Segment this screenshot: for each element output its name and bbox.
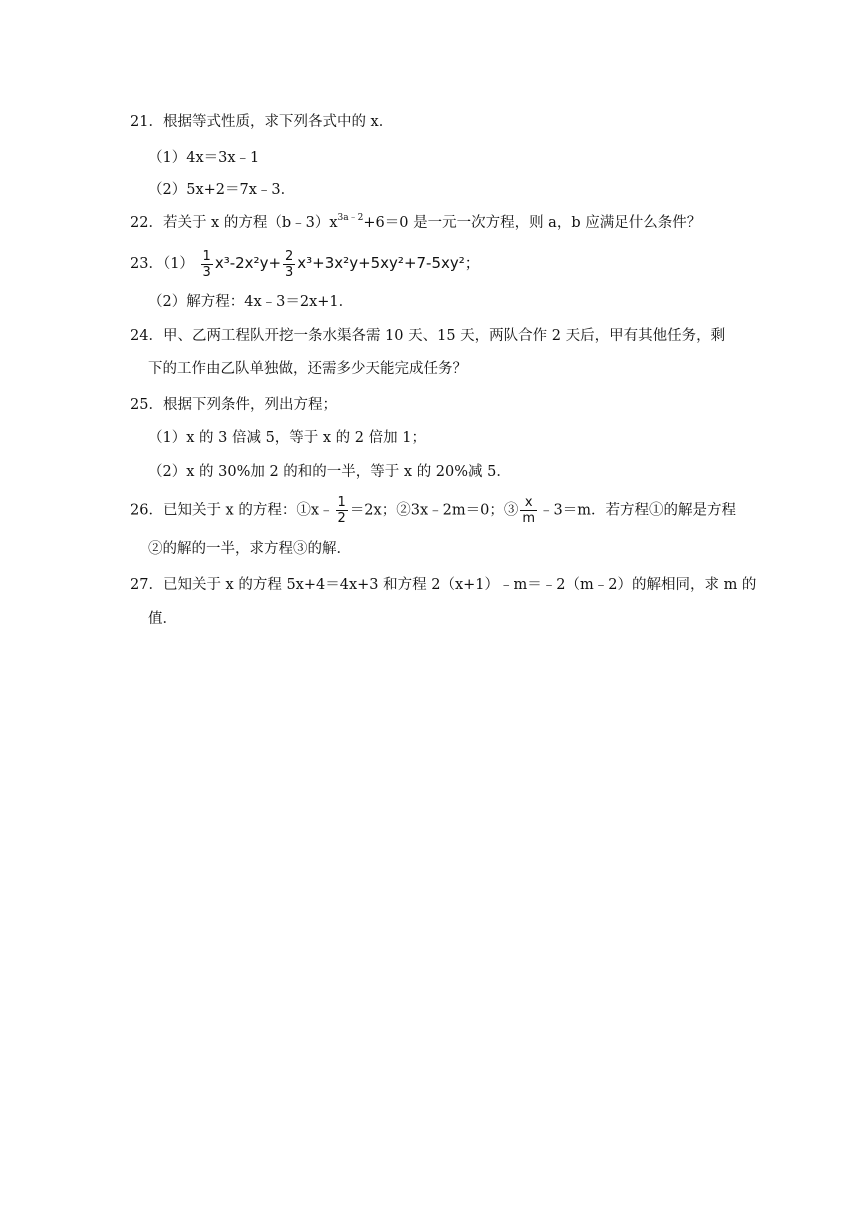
fraction-denominator: 2 — [337, 511, 346, 526]
problem-21: 21．根据等式性质，求下列各式中的 x． — [130, 114, 394, 130]
problem-26-middle: ＝2x；②3x﹣2m＝0；③ — [349, 502, 519, 519]
problem-21-part-2: （2）5x+2＝7x﹣3． — [148, 182, 296, 198]
problem-25: 25．根据下列条件，列出方程； — [130, 397, 337, 413]
problem-23-label: 23．（1） — [130, 256, 194, 272]
problem-25-part-2: （2）x 的 30%加 2 的和的一半，等于 x 的 20%减 5． — [148, 464, 511, 480]
problem-24-line-2: 下的工作由乙队单独做，还需多少天能完成任务？ — [148, 361, 467, 377]
problem-22-before: 22．若关于 x 的方程（b﹣3）x — [130, 215, 338, 231]
problem-26-fraction-1 — [336, 496, 348, 525]
problem-23-fraction-2 — [283, 250, 295, 279]
fraction-denominator: m — [522, 511, 535, 526]
problem-27-line-1: 27．已知关于 x 的方程 5x+4＝4x+3 和方程 2（x+1）﹣m＝﹣2（m﹣2）的解相同，求 m 的 — [130, 577, 757, 593]
problem-23-expression-1: x³-2x²y+ — [214, 254, 282, 272]
problem-22-after: +6＝0 是一元一次方程，则 a，b 应满足什么条件？ — [363, 215, 702, 231]
problem-23-fraction-1 — [201, 250, 213, 279]
problem-23-part-2: （2）解方程：4x﹣3＝2x+1． — [148, 294, 354, 310]
problem-25-part-1: （1）x 的 3 倍减 5，等于 x 的 2 倍加 1； — [148, 430, 426, 446]
problem-26-line-2: ②的解的一半，求方程③的解． — [148, 541, 351, 557]
fraction-denominator: 3 — [202, 264, 211, 280]
fraction-numerator: 2 — [285, 248, 294, 264]
fraction-numerator: x — [520, 496, 537, 511]
problem-22 — [130, 213, 701, 233]
fraction-denominator: 3 — [285, 264, 294, 280]
problem-27-line-2: 值． — [148, 611, 177, 627]
problem-26-fraction-2 — [520, 496, 537, 525]
problem-26-end: ﹣3＝m．若方程①的解是方程 — [539, 502, 736, 519]
problem-24-line-1: 24．甲、乙两工程队开挖一条水渠各需 10 天、15 天，两队合作 2 天后，甲有其他任务，剩 — [130, 328, 726, 344]
problem-23 — [130, 249, 480, 279]
problem-23-expression-2: x³+3x²y+5xy²+7-5xy²； — [297, 254, 480, 272]
problem-26-start: 26．已知关于 x 的方程：①x﹣ — [130, 502, 334, 519]
problem-26-line-1 — [130, 496, 736, 525]
fraction-numerator: 1 — [337, 495, 346, 510]
fraction-numerator: 1 — [202, 248, 211, 264]
problem-21-part-1: （1）4x＝3x﹣1 — [148, 150, 260, 166]
problem-22-exponent: 3a﹣2 — [337, 213, 364, 223]
